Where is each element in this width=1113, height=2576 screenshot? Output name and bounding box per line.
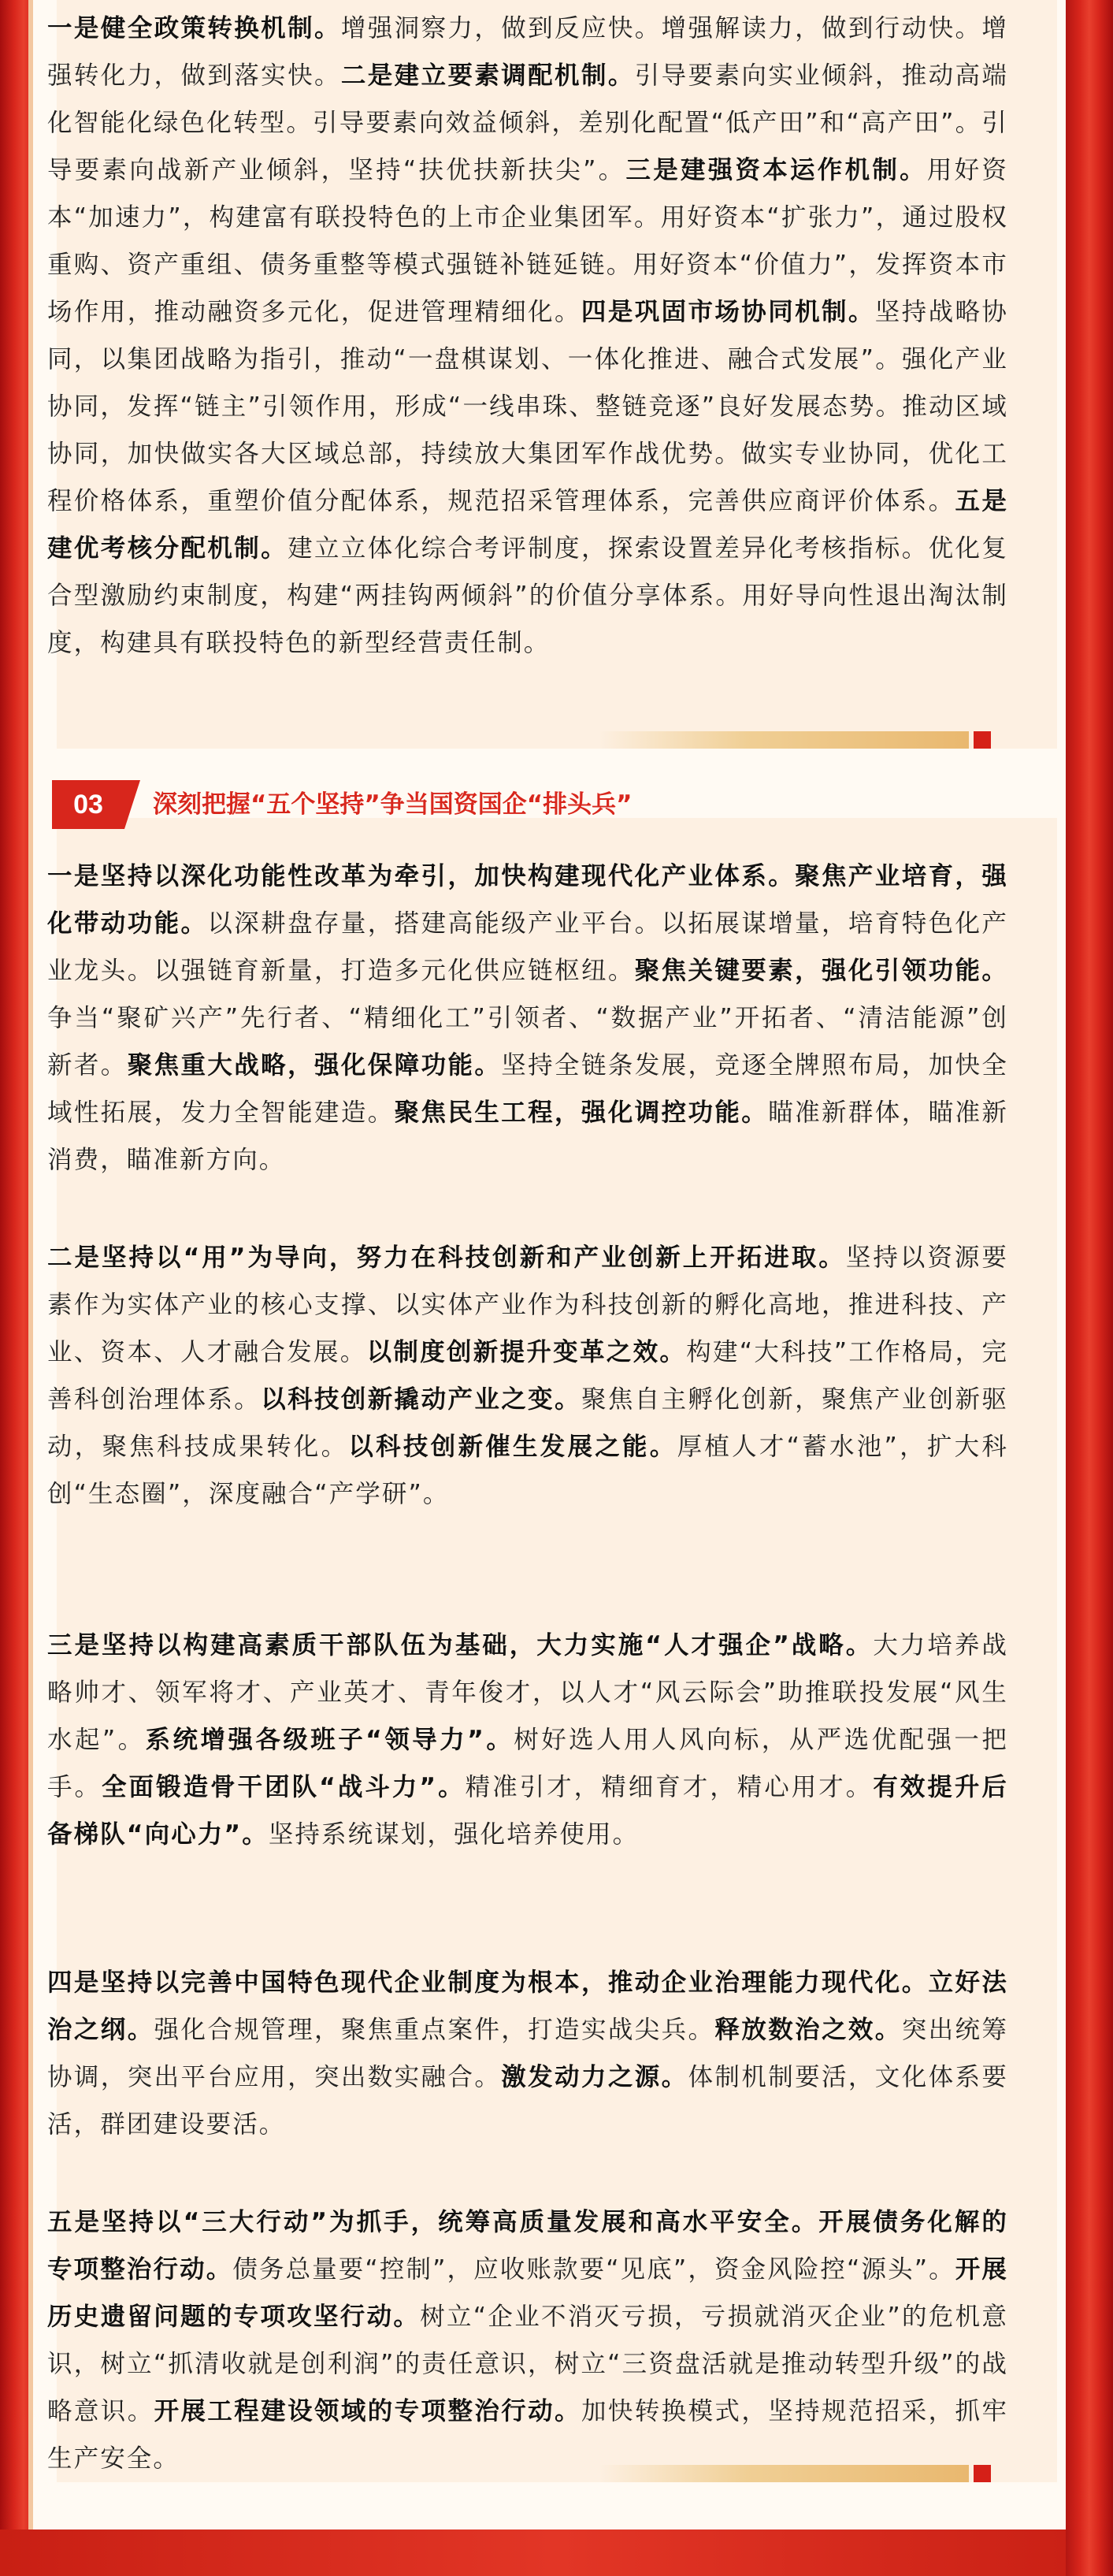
body-text: 增强洞察力，做到反应快。增强解读力，做到行动快。增强转化力，做到落实快。 xyxy=(47,14,1008,90)
section-3-paragraph-4 xyxy=(47,1959,1008,2148)
bold-heading-text: 五是坚持以“三大行动”为抓手，统筹高质量发展和高水平安全。开展债务化解的专项整治行动。 xyxy=(47,2208,1008,2284)
section-divider-square xyxy=(974,731,991,749)
section-3-header xyxy=(52,780,1060,829)
body-text: 坚持战略协同，以集团战略为指引，推动“一盘棋谋划、一体化推进、融合式发展”。强化产业协同，发挥“链主”引领作用，形成“一线串珠、整链竞逐”良好发展态势。推动区域协同，加快做实各大区域总部，持续放大集团军作战优势。做实专业协同，优化工程价格体系，重塑价值分配体系，规范招采管理体系，完善供应商评价体系。 xyxy=(47,298,1008,515)
body-text: 精准引才，精细育才，精心用才。 xyxy=(465,1773,874,1801)
bold-heading-text: 四是坚持以完善中国特色现代企业制度为根本，推动企业治理能力现代化。立好法治之纲。 xyxy=(47,1968,1008,2044)
body-text: 突出统筹协调，突出平台应用，突出数实融合。 xyxy=(47,2016,1008,2091)
section-3-paragraph-3 xyxy=(47,1622,1008,1858)
body-text: 坚持以资源要素作为实体产业的核心支撑、以实体产业作为科技创新的孵化高地，推进科技、产业、资本、人才融合发展。 xyxy=(47,1243,1008,1366)
bold-heading-text: 聚焦民生工程，强化调控功能。 xyxy=(394,1098,769,1127)
bold-heading-text: 开展历史遗留问题的专项攻坚行动。 xyxy=(47,2255,1008,2331)
body-text: 聚焦自主孵化创新，聚焦产业创新驱动，聚焦科技成果转化。 xyxy=(47,1385,1009,1461)
bold-heading-text: 激发动力之源。 xyxy=(501,2063,688,2091)
bottom-divider-bar xyxy=(599,2465,969,2482)
bold-heading-text: 系统增强各级班子“领导力”。 xyxy=(145,1726,514,1754)
body-text: 坚持系统谋划，强化培养使用。 xyxy=(268,1820,640,1849)
section-3-title: 深刻把握“五个坚持”争当国资国企“排头兵” xyxy=(153,790,633,819)
section-number-badge: 03 xyxy=(52,780,124,829)
bold-heading-text: 三是坚持以构建高素质干部队伍为基础，大力实施“人才强企”战略。 xyxy=(47,1631,874,1660)
bold-heading-text: 全面锻造骨干团队“战斗力”。 xyxy=(102,1773,466,1801)
body-text: 建立立体化综合考评制度，探索设置差异化考核指标。优化复合型激励约束制度，构建“两挂钩两倾斜”的价值分享体系。用好导向性退出淘汰制度，构建具有联投特色的新型经营责任制。 xyxy=(47,534,1008,657)
body-text: 体制机制要活，文化体系要活，群团建设要活。 xyxy=(47,2063,1008,2139)
body-text: 大力培养战略帅才、领军将才、产业英才、青年俊才，以人才“风云际会”助推联投发展“风生水起”。 xyxy=(47,1631,1008,1754)
body-text: 瞄准新群体，瞄准新消费，瞄准新方向。 xyxy=(47,1098,1008,1174)
bold-heading-text: 二是坚持以“用”为导向，努力在科技创新和产业创新上开拓进取。 xyxy=(47,1243,846,1272)
body-text: 树立“企业不消灭亏损，亏损就消灭企业”的危机意识，树立“抓清收就是创利润”的责任意识，树立“三资盘活就是推动转型升级”的战略意识。 xyxy=(47,2303,1008,2425)
body-text: 引导要素向实业倾斜，推动高端化智能化绿色化转型。引导要素向效益倾斜，差别化配置“低产田”和“高产田”。引导要素向战新产业倾斜，坚持“扶优扶新扶尖”。 xyxy=(47,61,1009,184)
body-text: 用好资本“加速力”，构建富有联投特色的上市企业集团军。用好资本“扩张力”，通过股权重购、资产重组、债务重整等模式强链补链延链。用好资本“价值力”，发挥资本市场作用，推动融资多元化，促进管理精细化。 xyxy=(47,156,1008,326)
bold-heading-text: 以科技创新撬动产业之变。 xyxy=(261,1385,581,1414)
bold-heading-text: 二是建立要素调配机制。 xyxy=(340,61,635,90)
section-divider-bar xyxy=(599,731,969,749)
body-text: 以深耕盘存量，搭建高能级产业平台。以拓展谋增量，培育特色化产业龙头。以强链育新量，打造多元化供应链枢纽。 xyxy=(47,909,1008,985)
body-text: 争当“聚矿兴产”先行者、“精细化工”引领者、“数据产业”开拓者、“清洁能源”创新者。 xyxy=(47,1004,1008,1080)
body-text: 树好选人用人风向标，从严选优配强一把手。 xyxy=(47,1726,1008,1801)
section-3-paragraph-1 xyxy=(47,853,1008,1184)
bold-heading-text: 有效提升后备梯队“向心力”。 xyxy=(47,1773,1008,1849)
bold-heading-text: 四是巩固市场协同机制。 xyxy=(581,298,875,326)
bottom-divider-square xyxy=(974,2465,991,2482)
section-2-paragraph xyxy=(47,5,1008,667)
body-text: 坚持全链条发展，竞逐全牌照布局，加快全域性拓展，发力全智能建造。 xyxy=(47,1051,1009,1127)
bold-heading-text: 三是建强资本运作机制。 xyxy=(625,156,927,184)
body-text: 强化合规管理，聚焦重点案件，打造实战尖兵。 xyxy=(154,2016,715,2044)
bold-heading-text: 以科技创新催生发展之能。 xyxy=(348,1433,677,1461)
body-text: 加快转换模式，坚持规范招采，抓牢生产安全。 xyxy=(47,2397,1009,2473)
bold-heading-text: 聚焦重大战略，强化保障功能。 xyxy=(127,1051,502,1080)
bold-heading-text: 以制度创新提升变革之效。 xyxy=(366,1338,687,1366)
bold-heading-text: 聚焦关键要素，强化引领功能。 xyxy=(634,957,1008,985)
section-3-paragraph-2 xyxy=(47,1234,1008,1518)
body-text: 构建“大科技”工作格局，完善科创治理体系。 xyxy=(47,1338,1009,1414)
bold-heading-text: 释放数治之效。 xyxy=(714,2016,902,2044)
bold-heading-text: 五是建优考核分配机制。 xyxy=(47,487,1008,563)
section-number-badge-tail xyxy=(124,780,140,829)
body-text: 厚植人才“蓄水池”，扩大科创“生态圈”，深度融合“产学研”。 xyxy=(47,1433,1008,1508)
body-text: 债务总量要“控制”，应收账款要“见底”，资金风险控“源头”。 xyxy=(232,2255,955,2284)
bold-heading-text: 一是健全政策转换机制。 xyxy=(47,14,341,43)
footer-red-band xyxy=(0,2530,1113,2576)
bold-heading-text: 一是坚持以深化功能性改革为牵引，加快构建现代化产业体系。聚焦产业培育，强化带动功能。 xyxy=(47,862,1008,938)
bold-heading-text: 开展工程建设领域的专项整治行动。 xyxy=(154,2397,581,2425)
section-3-paragraph-5 xyxy=(47,2199,1008,2482)
